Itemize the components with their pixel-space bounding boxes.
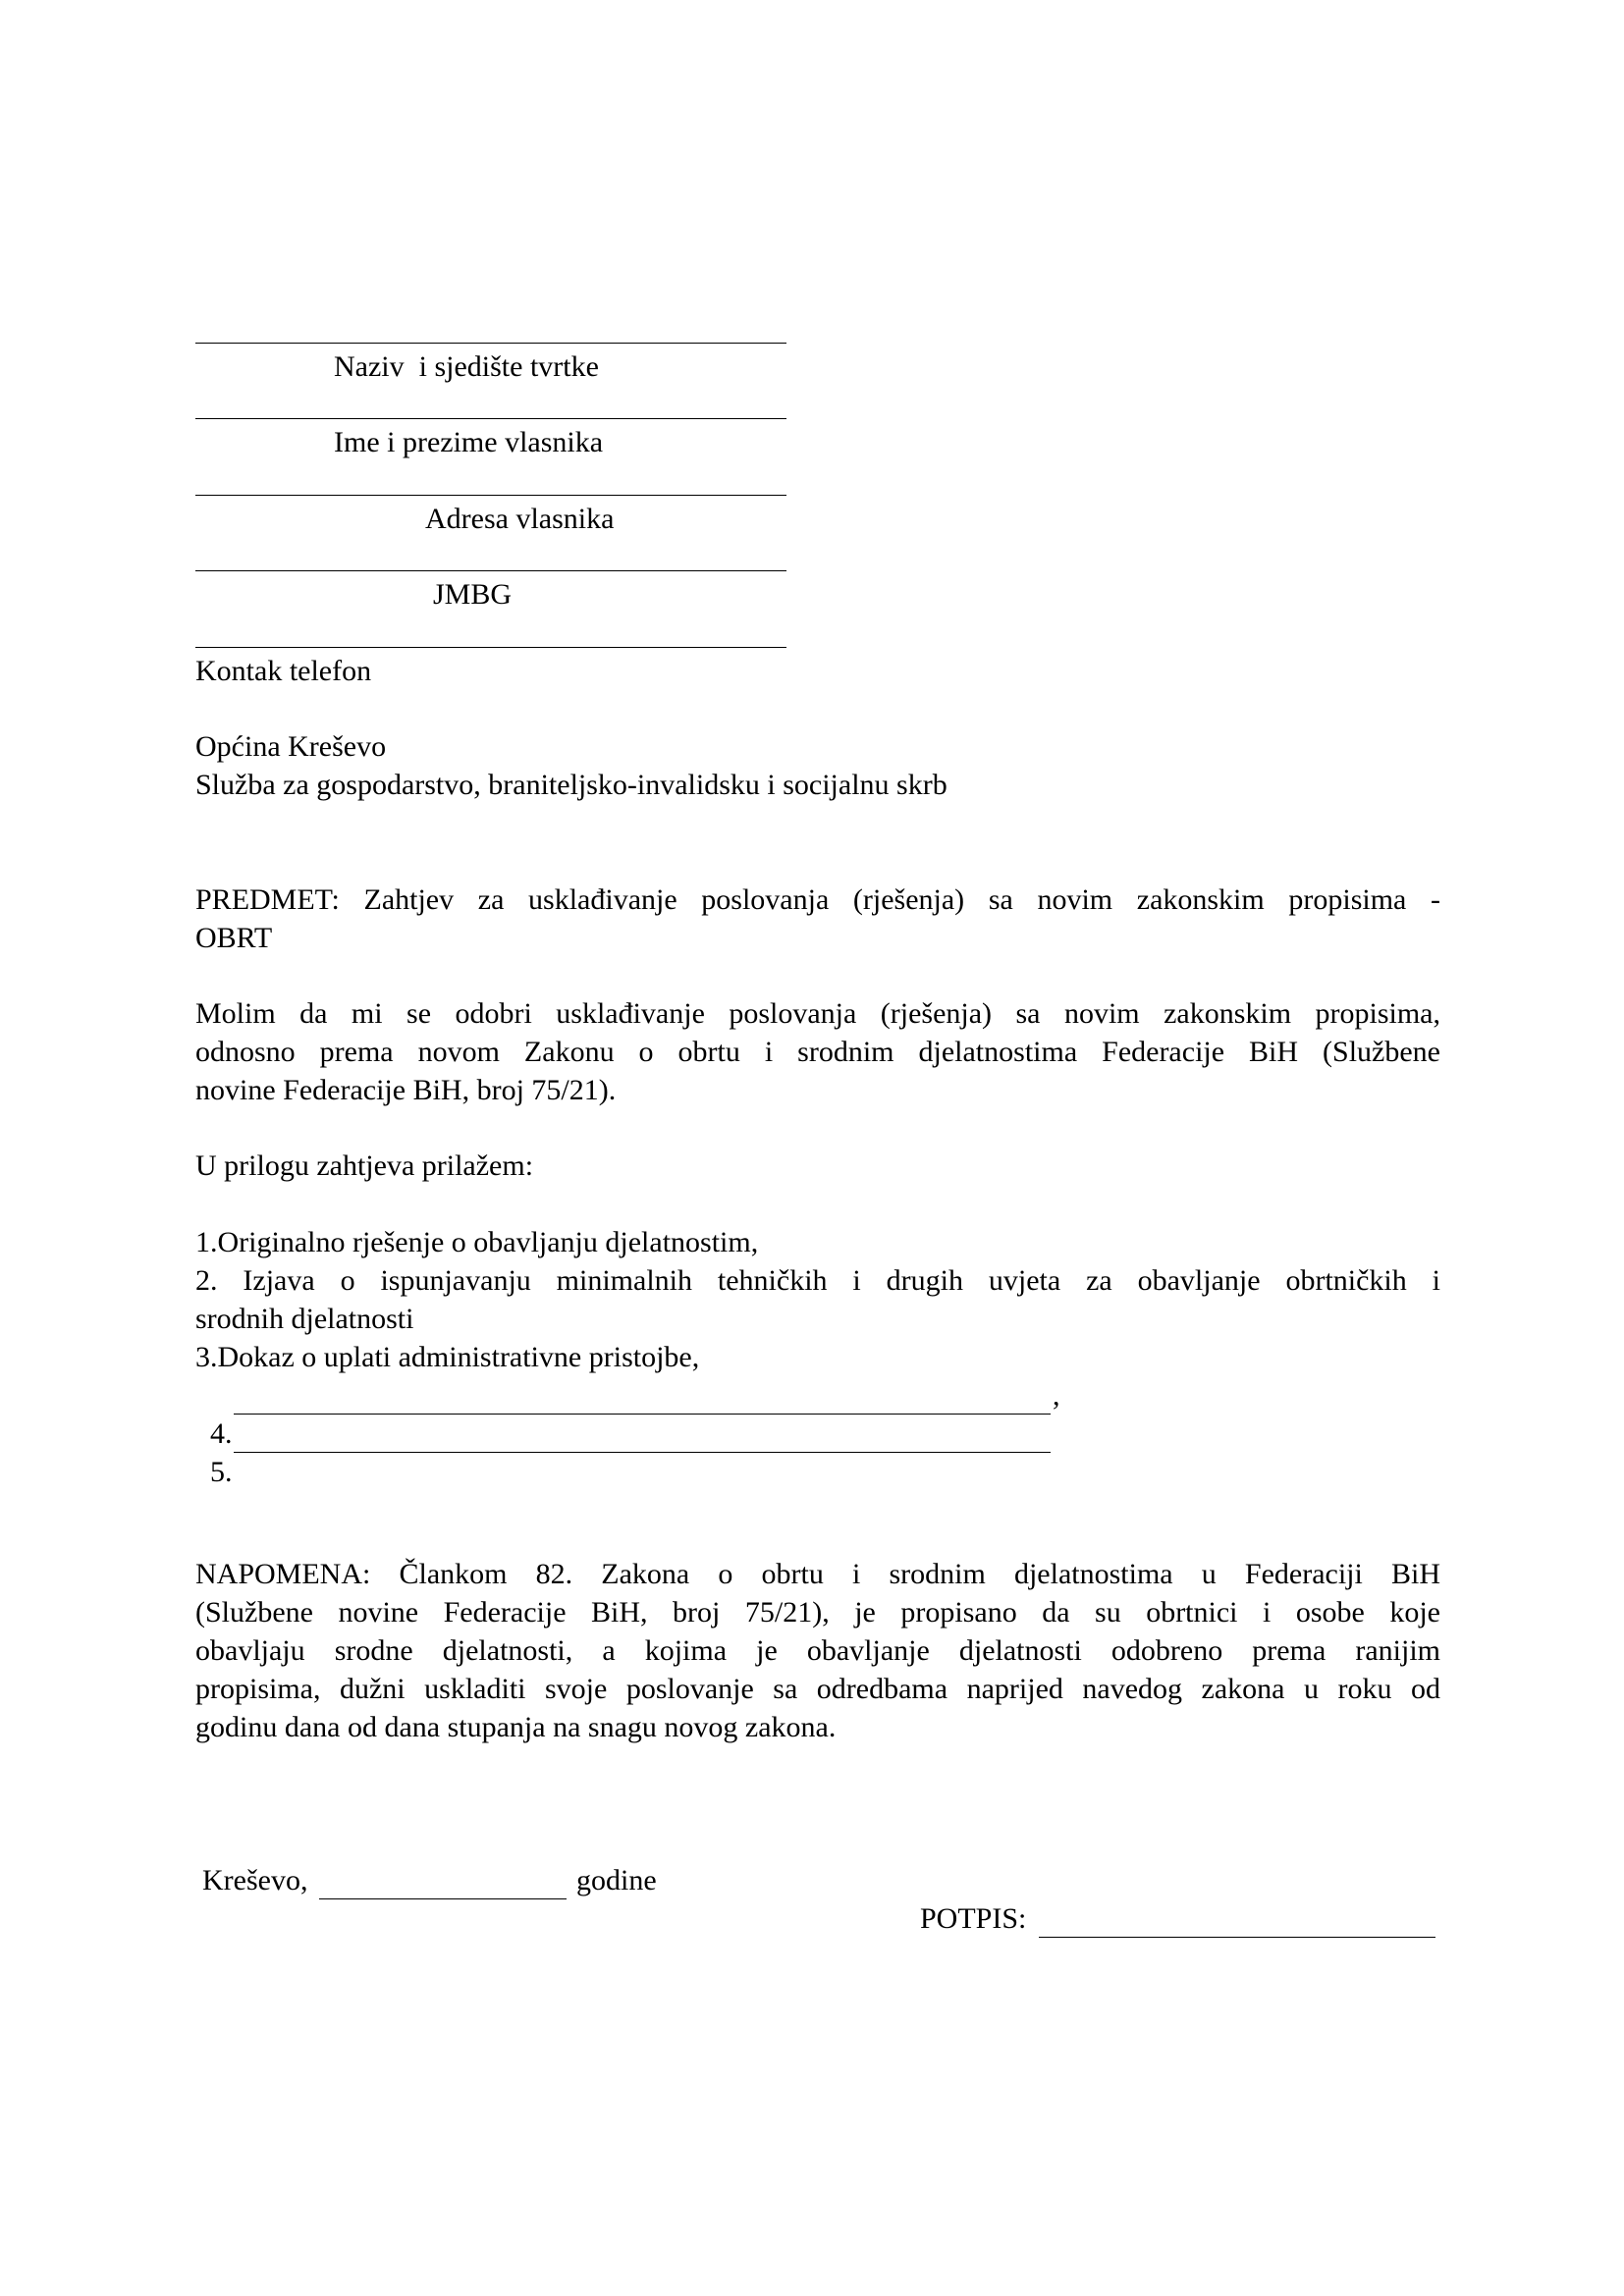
request-line-1: Molim da mi se odobri usklađivanje poslovanja (rješenja) sa novim zakonskim propisima,	[195, 997, 1440, 1030]
signature-label: POTPIS:	[920, 1902, 1027, 1935]
company-blank-line[interactable]	[195, 343, 786, 344]
phone-blank-line[interactable]	[195, 647, 786, 648]
owner-address-caption: Adresa vlasnika	[425, 503, 615, 535]
request-line-3: novine Federacije BiH, broj 75/21).	[195, 1074, 617, 1106]
date-suffix: godine	[576, 1864, 657, 1896]
attachment-item-4-blank[interactable]	[234, 1388, 1051, 1415]
note-line-4: propisima, dužni uskladiti svoje poslovanje sa odredbama naprijed navedog zakona u roku od	[195, 1673, 1440, 1705]
attachments-intro: U prilogu zahtjeva prilažem:	[195, 1149, 534, 1182]
jmbg-blank-line[interactable]	[195, 570, 786, 571]
attachment-item-3: 3.Dokaz o uplati administrativne pristojbe,	[195, 1341, 700, 1373]
request-paragraph	[195, 994, 1440, 1109]
place-label: Kreševo,	[202, 1864, 308, 1896]
company-caption: Naziv i sjedište tvrtke	[334, 350, 599, 383]
attachment-item-2-line-1: 2. Izjava o ispunjavanju minimalnih tehničkih i drugih uvjeta za obavljanje obrtničkih i	[195, 1264, 1440, 1297]
attachment-item-4-label: 4.	[210, 1417, 233, 1450]
owner-address-blank-line[interactable]	[195, 495, 786, 496]
subject-line-1: PREDMET: Zahtjev za usklađivanje poslovanja (rješenja) sa novim zakonskim propisima -	[195, 883, 1440, 916]
note-line-1: NAPOMENA: Člankom 82. Zakona o obrtu i srodnim djelatnostima u Federaciji BiH	[195, 1558, 1440, 1590]
request-line-2: odnosno prema novom Zakonu o obrtu i srodnim djelatnostima Federacije BiH (Službene	[195, 1036, 1440, 1068]
subject-line-2: OBRT	[195, 922, 273, 954]
attachment-item-4-comma: ,	[1053, 1379, 1060, 1412]
note-line-2: (Službene novine Federacije BiH, broj 75/21), je propisano da su obrtnici i osobe koje	[195, 1596, 1440, 1629]
date-blank[interactable]	[319, 1873, 567, 1899]
attachment-item-2-line-2: srodnih djelatnosti	[195, 1303, 414, 1335]
attachment-item-2	[195, 1261, 1440, 1338]
attachment-item-1: 1.Originalno rješenje o obavljanju djelatnostim,	[195, 1226, 759, 1258]
owner-name-caption: Ime i prezime vlasnika	[334, 426, 604, 458]
note-line-3: obavljaju srodne djelatnosti, a kojima je obavljanje djelatnosti odobreno prema ranijim	[195, 1634, 1440, 1667]
phone-caption: Kontak telefon	[195, 655, 372, 687]
jmbg-caption: JMBG	[433, 578, 513, 611]
note-line-5: godinu dana od dana stupanja na snagu novog zakona.	[195, 1711, 837, 1743]
attachment-item-5-label: 5.	[210, 1456, 233, 1488]
attachment-item-5-blank[interactable]	[234, 1426, 1051, 1453]
attachment-item-5	[195, 1415, 233, 1491]
subject-paragraph	[195, 881, 1440, 957]
signature-blank[interactable]	[1039, 1911, 1435, 1938]
note-paragraph	[195, 1555, 1440, 1746]
recipient-municipality: Općina Kreševo	[195, 730, 387, 763]
recipient-service: Služba za gospodarstvo, braniteljsko-invalidsku i socijalnu skrb	[195, 769, 947, 801]
owner-name-blank-line[interactable]	[195, 418, 786, 419]
